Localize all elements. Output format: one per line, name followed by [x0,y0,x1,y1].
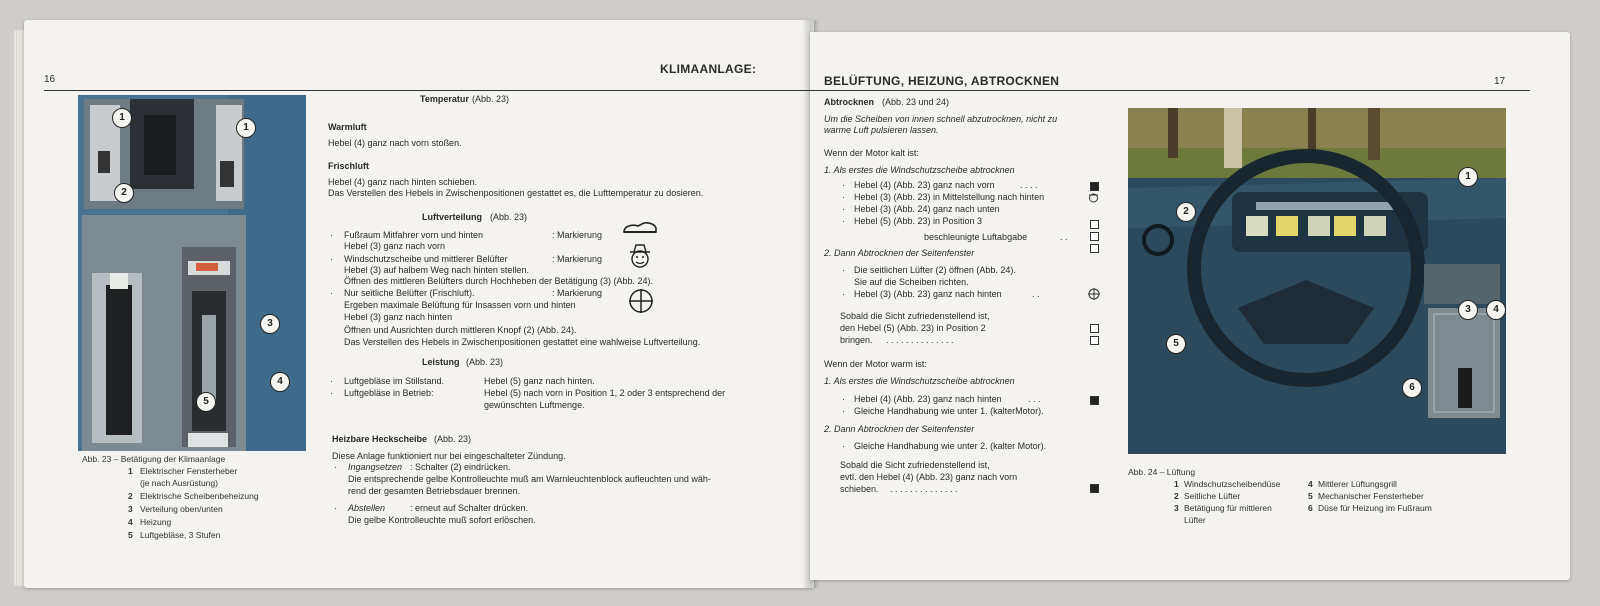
dry-heading-ref: (Abb. 23 und 24) [882,97,950,107]
dist-3: Nur seitliche Belüfter (Frischluft). [344,288,475,298]
dist-3e: Das Verstellen des Hebels in Zwischenpositionen gestattet eine wahlweise Luftverteilung. [344,337,701,347]
face-small-icon [1088,192,1099,203]
mark-empty [1090,232,1099,241]
cold-3a: Sobald die Sicht zufriedenstellend ist, [840,311,990,321]
cold-step-2: 2. Dann Abtrocknen der Seitenfenster [824,248,975,258]
face-mark-icon [626,242,654,270]
bullet: · [842,216,845,226]
dist-2c: Öffnen des mittleren Belüfters durch Hochheben der Betätigung (3) (Abb. 24). [344,276,654,286]
dist-1: Fußraum Mitfahrer vorn und hinten [344,230,484,240]
page-header-left: KLIMAANLAGE: [660,62,757,76]
rear-2-label: Abstellen [348,503,386,513]
dots: . . . [1028,394,1041,404]
dry-intro-1: Um die Scheiben von innen schnell abzutrocknen, nicht zu [824,114,1058,124]
caption-num: 5 [1308,491,1313,501]
caption-num: 2 [1174,491,1179,501]
caption-num: 3 [128,504,133,514]
left-page [24,20,814,588]
mark-filled [1090,484,1099,493]
bullet: · [334,462,337,472]
bullet: · [842,289,845,299]
vent-small-icon [1088,288,1100,300]
page-number-left: 16 [44,74,56,85]
mark-empty [1090,336,1099,345]
caption-num: 3 [1174,503,1179,513]
open-manual [14,20,1574,592]
dist-ref: (Abb. 23) [490,212,528,222]
cold-2c: Hebel (3) (Abb. 23) ganz nach hinten [854,289,1002,299]
power-heading: Leistung [422,357,460,367]
caption-num: 1 [1174,479,1179,489]
photo-climate-controls [78,95,306,451]
bullet: · [842,180,845,190]
callout-5-right: 5 [1166,334,1186,354]
rear-1: : Schalter (2) eindrücken. [410,462,511,472]
caption-title-left: Abb. 23 – Betätigung der Klimaanlage [82,454,226,464]
callout-6-right: 6 [1402,378,1422,398]
callout-4-left: 4 [270,372,290,392]
dist-1-mark: : Markierung [552,230,603,240]
mark-empty [1090,244,1099,253]
caption-item: Lüfter [1184,515,1206,525]
caption-item: Seitliche Lüfter [1184,491,1241,501]
warm-step-2: 2. Dann Abtrocknen der Seitenfenster [824,424,975,434]
cold-1a: Hebel (4) (Abb. 23) ganz nach vorn [854,180,995,190]
callout-3-left: 3 [260,314,280,334]
warm-step-1: 1. Als erstes die Windschutzscheibe abtrocknen [824,376,1015,386]
power-1: Luftgebläse im Stillstand. [344,376,445,386]
caption-num: 4 [1308,479,1313,489]
power-ref: (Abb. 23) [466,357,504,367]
warm-line: Hebel (4) ganz nach vorn stoßen. [328,138,462,148]
rear-line-0: Diese Anlage funktioniert nur bei eingeschalteter Zündung. [332,451,566,461]
caption-item: Elektrische Scheibenbeheizung [140,491,259,501]
warm-2a: Gleiche Handhabung wie unter 2. (kalter Motor). [854,441,1047,451]
warm-heading-right: Wenn der Motor warm ist: [824,359,927,369]
warm-3b: evtl. den Hebel (4) (Abb. 23) ganz nach vorn [840,472,1018,482]
caption-num: 4 [128,517,133,527]
rear-ref: (Abb. 23) [434,434,472,444]
rear-1b: Die entsprechende gelbe Kontrolleuchte muß am Warnleuchtenblock aufleuchten und wäh- [348,474,711,484]
dist-3d: Öffnen und Ausrichten durch mittleren Knopf (2) (Abb. 24). [344,325,577,335]
cold-1d: Hebel (5) (Abb. 23) in Position 3 [854,216,983,226]
fresh-line-2: Das Verstellen des Hebels in Zwischenpositionen gestattet es, die Lufttemperatur zu dosieren. [328,188,704,198]
dry-intro-2: warme Luft pulsieren lassen. [824,125,939,135]
header-rule-left [44,90,814,91]
mark-empty [1090,324,1099,333]
fresh-line-1: Hebel (4) ganz nach hinten schieben. [328,177,478,187]
caption-item: (je nach Ausrüstung) [140,478,218,488]
callout-2-right: 2 [1176,202,1196,222]
warm-3c: schieben. [840,484,879,494]
bullet: · [330,376,333,386]
dots: . . . . . . . . . . . . . . [886,335,954,345]
dist-3-mark: : Markierung [552,288,603,298]
bullet: · [330,288,333,298]
dry-heading: Abtrocknen [824,97,875,107]
caption-num: 6 [1308,503,1313,513]
right-page [810,32,1570,580]
rear-1c: rend der gesamten Betriebsdauer brennen. [348,486,521,496]
page-header-right: BELÜFTUNG, HEIZUNG, ABTROCKNEN [824,74,1060,88]
rear-2: : erneut auf Schalter drücken. [410,503,529,513]
caption-item: Elektrischer Fensterheber [140,466,238,476]
dist-heading: Luftverteilung [422,212,482,222]
dist-3b: Ergeben maximale Belüftung für Insassen vorn und hinten [344,300,576,310]
dots: . . . . . . . . . . . . . . [890,484,958,494]
mark-filled [1090,182,1099,191]
photo-dashboard [1128,108,1506,454]
temp-heading: Temperatur [420,94,469,104]
vent-mark-icon [628,288,654,314]
power-2-value-2: gewünschten Luftmenge. [484,400,585,410]
caption-item: Düse für Heizung im Fußraum [1318,503,1432,513]
bullet: · [334,503,337,513]
bullet: · [842,394,845,404]
fresh-heading: Frischluft [328,161,370,171]
caption-item: Verteilung oben/unten [140,504,223,514]
caption-title-right: Abb. 24 – Lüftung [1128,467,1196,477]
caption-item: Mechanischer Fensterheber [1318,491,1424,501]
warm-heading: Warmluft [328,122,367,132]
power-1-value: Hebel (5) ganz nach hinten. [484,376,595,386]
dist-2-mark: : Markierung [552,254,603,264]
power-2-value: Hebel (5) nach vorn in Position 1, 2 oder 3 entsprechend der [484,388,726,398]
warm-1b: Gleiche Handhabung wie unter 1. (kalterMotor). [854,406,1044,416]
cold-1c: Hebel (3) (Abb. 24) ganz nach unten [854,204,1000,214]
callout-1-left-b: 1 [236,118,256,138]
rear-heading: Heizbare Heckscheibe [332,434,428,444]
warm-1a: Hebel (4) (Abb. 23) ganz nach hinten [854,394,1002,404]
rear-1-label: Ingangsetzen [348,462,403,472]
bullet: · [842,192,845,202]
header-rule-right [810,90,1530,91]
dots: . . . . [1020,180,1038,190]
dist-3c: Hebel (3) ganz nach hinten [344,312,453,322]
callout-4-right: 4 [1486,300,1506,320]
caption-item: Luftgebläse, 3 Stufen [140,530,221,540]
cold-1e: beschleunigte Luftabgabe [924,232,1028,242]
caption-num: 1 [128,466,133,476]
caption-item: Betätigung für mittleren [1184,503,1272,513]
mark-filled [1090,396,1099,405]
mark-empty [1090,220,1099,229]
foot-mark-icon [622,220,658,236]
bullet: · [842,204,845,214]
dist-2: Windschutzscheibe und mittlerer Belüfter [344,254,508,264]
dots: . . [1032,289,1040,299]
warm-3a: Sobald die Sicht zufriedenstellend ist, [840,460,990,470]
dots: . . [1060,232,1068,242]
callout-5-left: 5 [196,392,216,412]
cold-2b: Sie auf die Scheiben richten. [854,277,969,287]
page-number-right: 17 [1494,76,1506,87]
cold-2a: Die seitlichen Lüfter (2) öffnen (Abb. 24). [854,265,1016,275]
callout-1-right: 1 [1458,167,1478,187]
caption-num: 2 [128,491,133,501]
cold-heading: Wenn der Motor kalt ist: [824,148,919,158]
bullet: · [330,230,333,240]
bullet: · [330,254,333,264]
caption-num: 5 [128,530,133,540]
bullet: · [330,388,333,398]
caption-item: Windschutzscheibendüse [1184,479,1281,489]
caption-item: Heizung [140,517,172,527]
temp-ref: (Abb. 23) [472,94,510,104]
dist-1b: Hebel (3) ganz nach vorn [344,241,446,251]
rear-2b: Die gelbe Kontrolleuchte muß sofort erlöschen. [348,515,536,525]
cold-3b: den Hebel (5) (Abb. 23) in Position 2 [840,323,986,333]
bullet: · [842,265,845,275]
caption-item: Mittlerer Lüftungsgrill [1318,479,1397,489]
callout-1-left-a: 1 [112,108,132,128]
cold-1b: Hebel (3) (Abb. 23) in Mittelstellung nach hinten [854,192,1045,202]
bullet: · [842,441,845,451]
callout-3-right: 3 [1458,300,1478,320]
callout-2-left: 2 [114,183,134,203]
cold-step-1: 1. Als erstes die Windschutzscheibe abtrocknen [824,165,1015,175]
power-2: Luftgebläse in Betrieb: [344,388,434,398]
cold-3c: bringen. [840,335,873,345]
dist-2b: Hebel (3) auf halbem Weg nach hinten stellen. [344,265,529,275]
bullet: · [842,406,845,416]
